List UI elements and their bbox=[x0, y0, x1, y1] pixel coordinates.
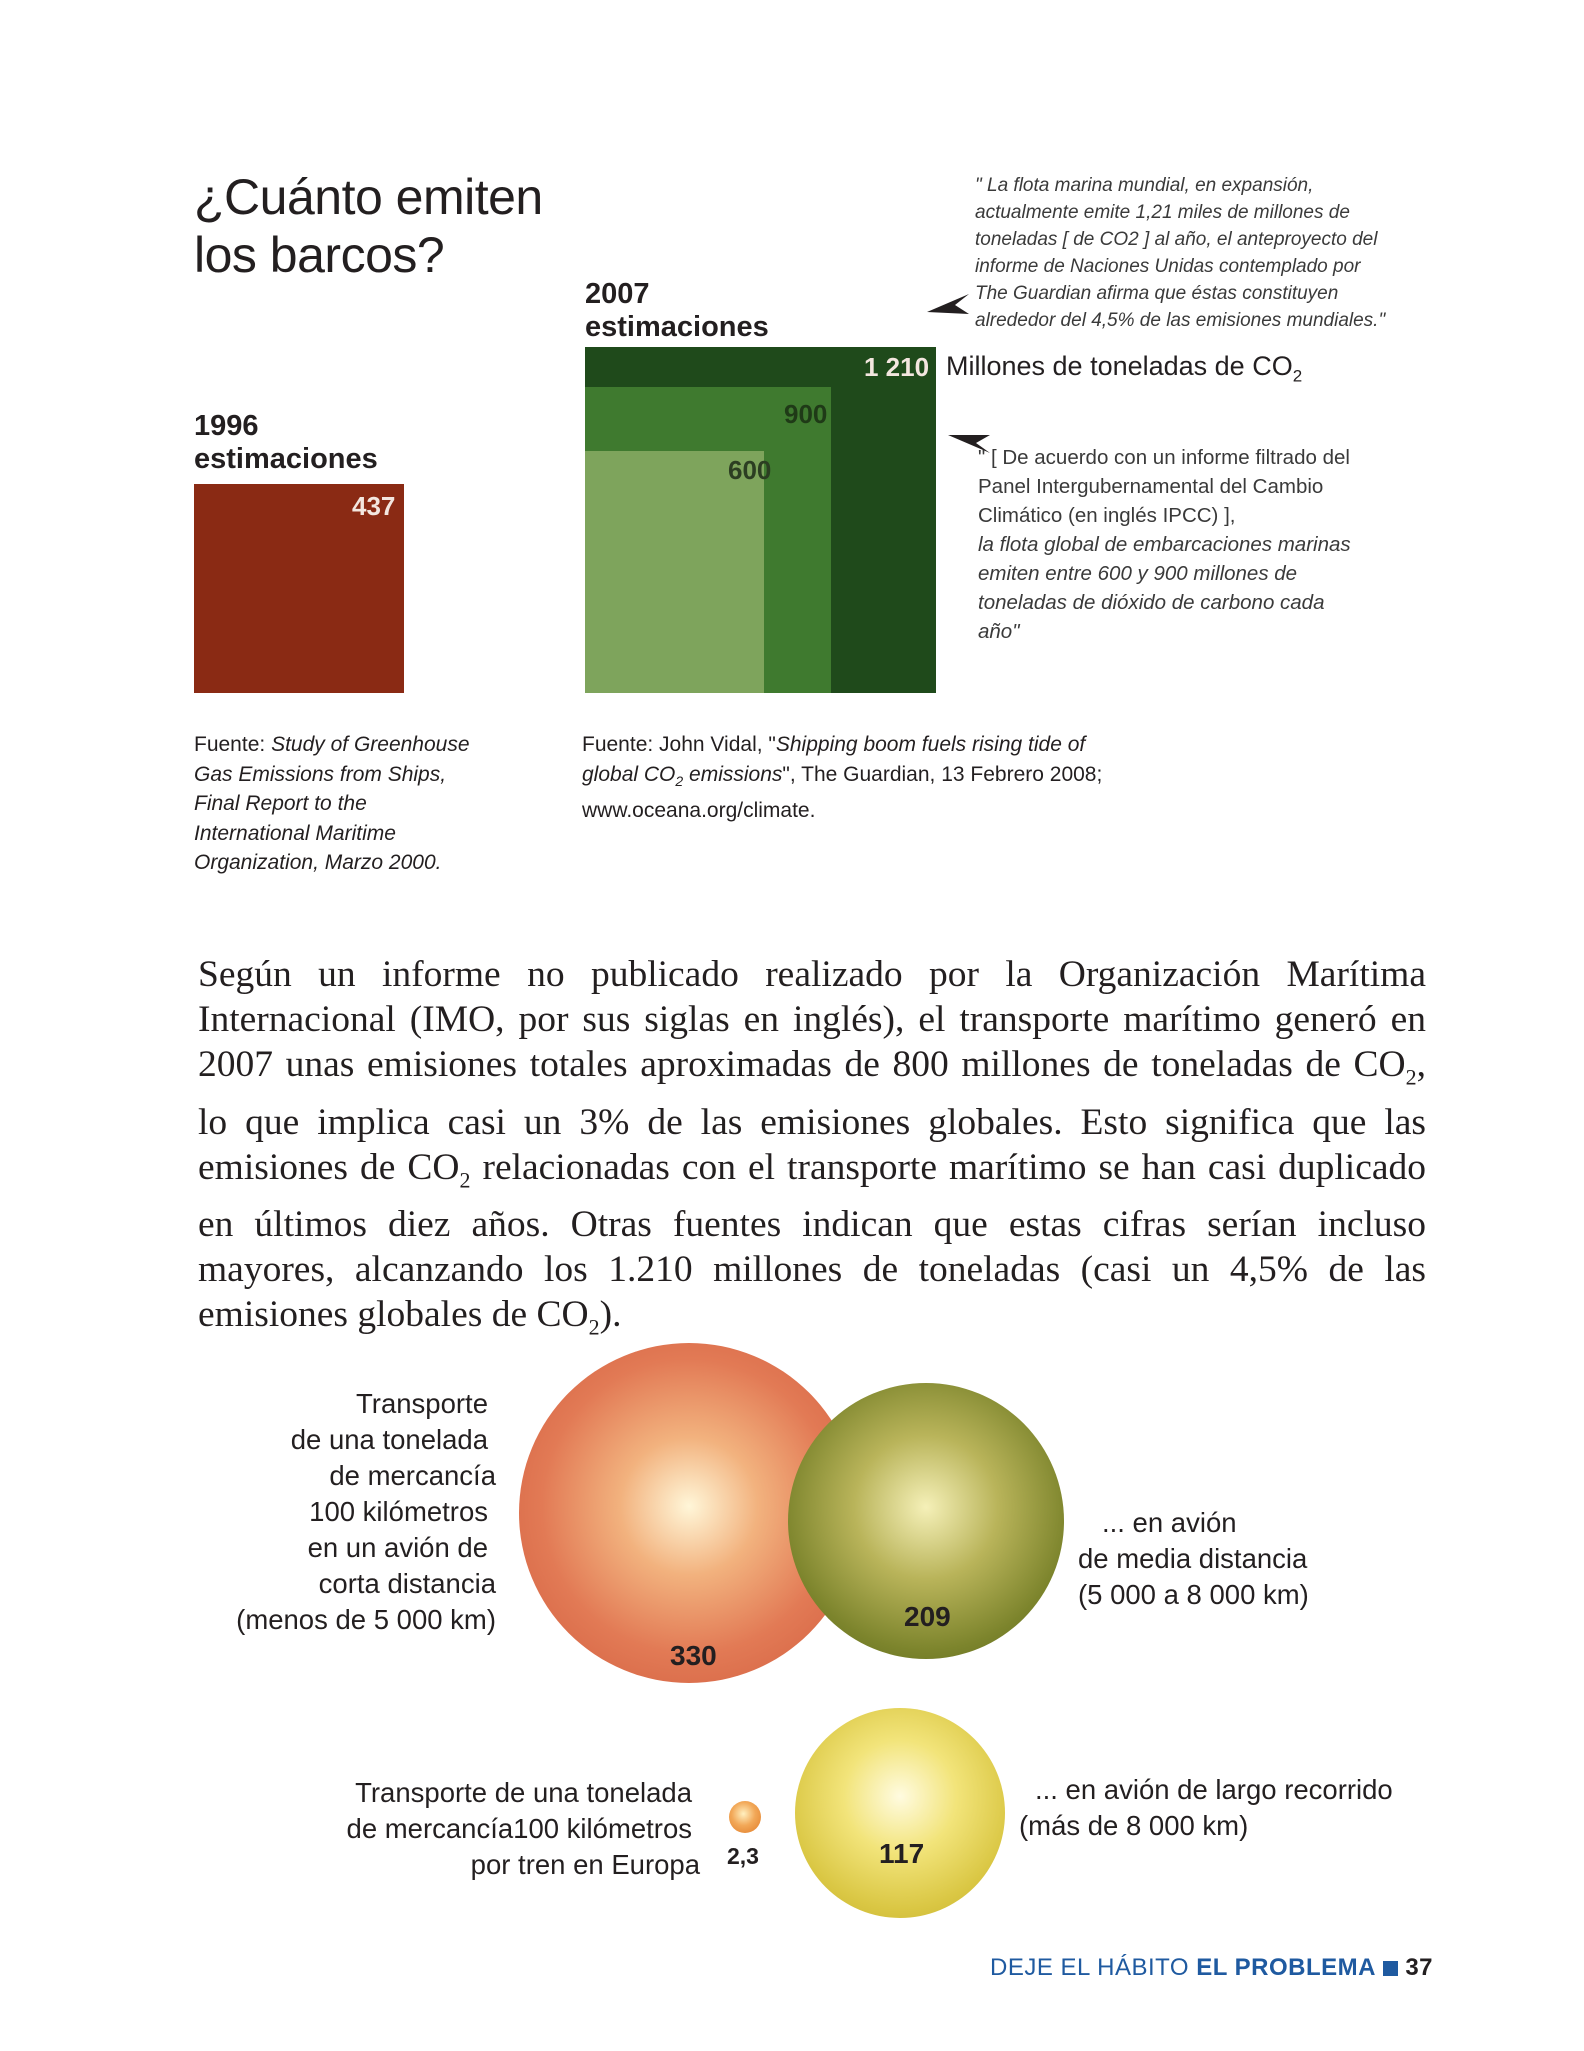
body-text-part: , lo que implica casi un 3% de las emisiones globales. Esto significa que las emisiones de CO bbox=[198, 1044, 1426, 1188]
bubble-label-line: corta distancia bbox=[318, 1568, 496, 1599]
chart-2007-label-1210: 1 210 bbox=[864, 352, 930, 382]
bubble-label-line: (menos de 5 000 km) bbox=[236, 1604, 496, 1635]
quote-line: informe de Naciones Unidas contemplado por bbox=[975, 256, 1361, 277]
bubble-label-line: (5 000 a 8 000 km) bbox=[1078, 1579, 1309, 1610]
bubble-label-line: de mercancía bbox=[329, 1460, 496, 1491]
arrow-pointer-icon bbox=[925, 292, 971, 316]
page-footer bbox=[990, 1954, 1470, 1982]
body-text-part: ). bbox=[599, 1294, 622, 1335]
body-paragraph-text bbox=[198, 952, 1426, 1350]
footer-chapter: EL PROBLEMA bbox=[1196, 1954, 1376, 1981]
bubble-label-line: ... en avión de largo recorrido bbox=[1035, 1774, 1393, 1805]
chart-2007-year: 2007 bbox=[585, 278, 650, 310]
source-line: www.oceana.org/climate. bbox=[582, 799, 816, 823]
chart-2007-label-900: 900 bbox=[784, 399, 828, 429]
quote-subscript: 2 bbox=[1128, 229, 1139, 250]
quote-line: emiten entre 600 y 900 millones de bbox=[978, 562, 1298, 585]
source-line bbox=[194, 730, 514, 760]
source-right bbox=[582, 730, 1182, 826]
bubble-label-line: de media distancia bbox=[1078, 1543, 1308, 1574]
chart-2007-subtitle: estimaciones bbox=[585, 311, 769, 343]
quote-line: la flota global de embarcaciones marinas bbox=[978, 533, 1351, 556]
quote-line: Panel Intergubernamental del Cambio bbox=[978, 475, 1324, 498]
source-left bbox=[194, 730, 514, 878]
bubble-long-haul-label bbox=[1019, 1772, 1419, 1844]
quote-line: Climático (en inglés IPCC) ], bbox=[978, 504, 1236, 527]
chart-2007-label-600: 600 bbox=[728, 455, 772, 485]
bubble-medium-haul-value: 209 bbox=[904, 1601, 951, 1632]
footer-section: DEJE EL HÁBITO bbox=[990, 1954, 1190, 1981]
source-rest: ", The Guardian, 13 Febrero 2008; bbox=[782, 762, 1103, 786]
bubble-label-line: en un avión de bbox=[307, 1532, 488, 1563]
source-line: Gas Emissions from Ships, bbox=[194, 762, 447, 786]
bubble-long-haul-value: 117 bbox=[879, 1838, 925, 1869]
quote-line: toneladas de dióxido de carbono cada bbox=[978, 591, 1325, 614]
quote-line: " [ De acuerdo con un informe filtrado del bbox=[978, 446, 1350, 469]
unit-label-subscript: 2 bbox=[1292, 366, 1303, 386]
source-line: International Maritime bbox=[194, 821, 396, 845]
bubble-train-value: 2,3 bbox=[727, 1843, 759, 1869]
source-prefix: Fuente: John Vidal, " bbox=[582, 733, 776, 756]
footer-square-icon bbox=[1383, 1961, 1398, 1976]
source-prefix: Fuente: bbox=[194, 733, 272, 756]
source-line bbox=[582, 730, 1182, 760]
quote-line bbox=[975, 226, 1535, 253]
bubble-long-haul bbox=[795, 1708, 1005, 1918]
source-line: Final Report to the bbox=[194, 792, 367, 815]
guardian-quote bbox=[975, 172, 1535, 334]
source-line: Organization, Marzo 2000. bbox=[194, 851, 442, 874]
bubble-label-line: Transporte bbox=[356, 1388, 488, 1419]
source-title: Study of Greenhouse bbox=[271, 733, 470, 756]
bubble-train-label bbox=[320, 1775, 700, 1883]
page-number: 37 bbox=[1405, 1954, 1434, 1981]
bubble-short-haul-value: 330 bbox=[670, 1640, 717, 1671]
source-line bbox=[582, 760, 1182, 797]
source-title: global CO bbox=[582, 762, 676, 786]
bubble-short-haul-label bbox=[180, 1386, 496, 1638]
quote-line: alrededor del 4,5% de las emisiones mundiales." bbox=[975, 310, 1386, 331]
body-subscript: 2 bbox=[1405, 1064, 1417, 1090]
body-subscript: 2 bbox=[588, 1314, 600, 1340]
bubble-label-line: ... en avión bbox=[1102, 1507, 1237, 1538]
chart-1996-value-label: 437 bbox=[352, 491, 396, 521]
quote-line: año" bbox=[978, 620, 1020, 643]
chart-2007-square-600 bbox=[585, 451, 764, 693]
chart-2007-heading bbox=[585, 278, 769, 344]
quote-line-part: toneladas [ de CO bbox=[975, 229, 1129, 250]
source-title: emissions bbox=[683, 762, 783, 786]
quote-line-part: ] al año, el anteproyecto del bbox=[1138, 229, 1378, 250]
bubble-label-line: por tren en Europa bbox=[470, 1849, 700, 1880]
source-title: Shipping boom fuels rising tide of bbox=[775, 733, 1086, 756]
unit-label-text: Millones de toneladas de CO bbox=[946, 351, 1293, 381]
bubble-label-line: 100 kilómetros bbox=[309, 1496, 488, 1527]
bubble-label-line: de mercancía100 kilómetros bbox=[346, 1813, 692, 1844]
source-subscript: 2 bbox=[675, 772, 684, 789]
bubble-medium-haul-label bbox=[1078, 1505, 1418, 1613]
page-title: ¿Cuánto emiten los barcos? bbox=[194, 169, 543, 283]
body-text-part: relacionadas con el transporte marítimo se han casi duplicado en últimos diez años. Otras fuentes indican que estas cifras serían incluso mayores, alcanzando los 1.210 millones de toneladas (casi un 4,5% de las emisiones globales de CO bbox=[198, 1146, 1426, 1335]
body-subscript: 2 bbox=[459, 1167, 471, 1192]
ipcc-quote bbox=[978, 443, 1428, 646]
bubble-train bbox=[729, 1801, 761, 1833]
bubble-label-line: Transporte de una tonelada bbox=[355, 1777, 692, 1808]
chart-1996-year: 1996 bbox=[194, 410, 259, 442]
body-paragraph bbox=[198, 952, 1426, 1350]
quote-line: The Guardian afirma que éstas constituyen bbox=[975, 283, 1339, 304]
bubble-label-line: de una tonelada bbox=[290, 1424, 488, 1455]
bubble-label-line: (más de 8 000 km) bbox=[1019, 1810, 1249, 1841]
body-text-part: Según un informe no publicado realizado por la Organización Marítima Internacional (IMO, por sus siglas en inglés), el transporte marítimo generó en 2007 unas emisiones totales aproximadas de 800 millones de toneladas de CO bbox=[198, 954, 1426, 1085]
chart-1996-subtitle: estimaciones bbox=[194, 443, 378, 475]
chart-1996-heading bbox=[194, 410, 378, 476]
quote-line: actualmente emite 1,21 miles de millones de bbox=[975, 202, 1350, 223]
unit-label bbox=[946, 351, 1302, 386]
quote-line: " La flota marina mundial, en expansión, bbox=[975, 175, 1314, 196]
